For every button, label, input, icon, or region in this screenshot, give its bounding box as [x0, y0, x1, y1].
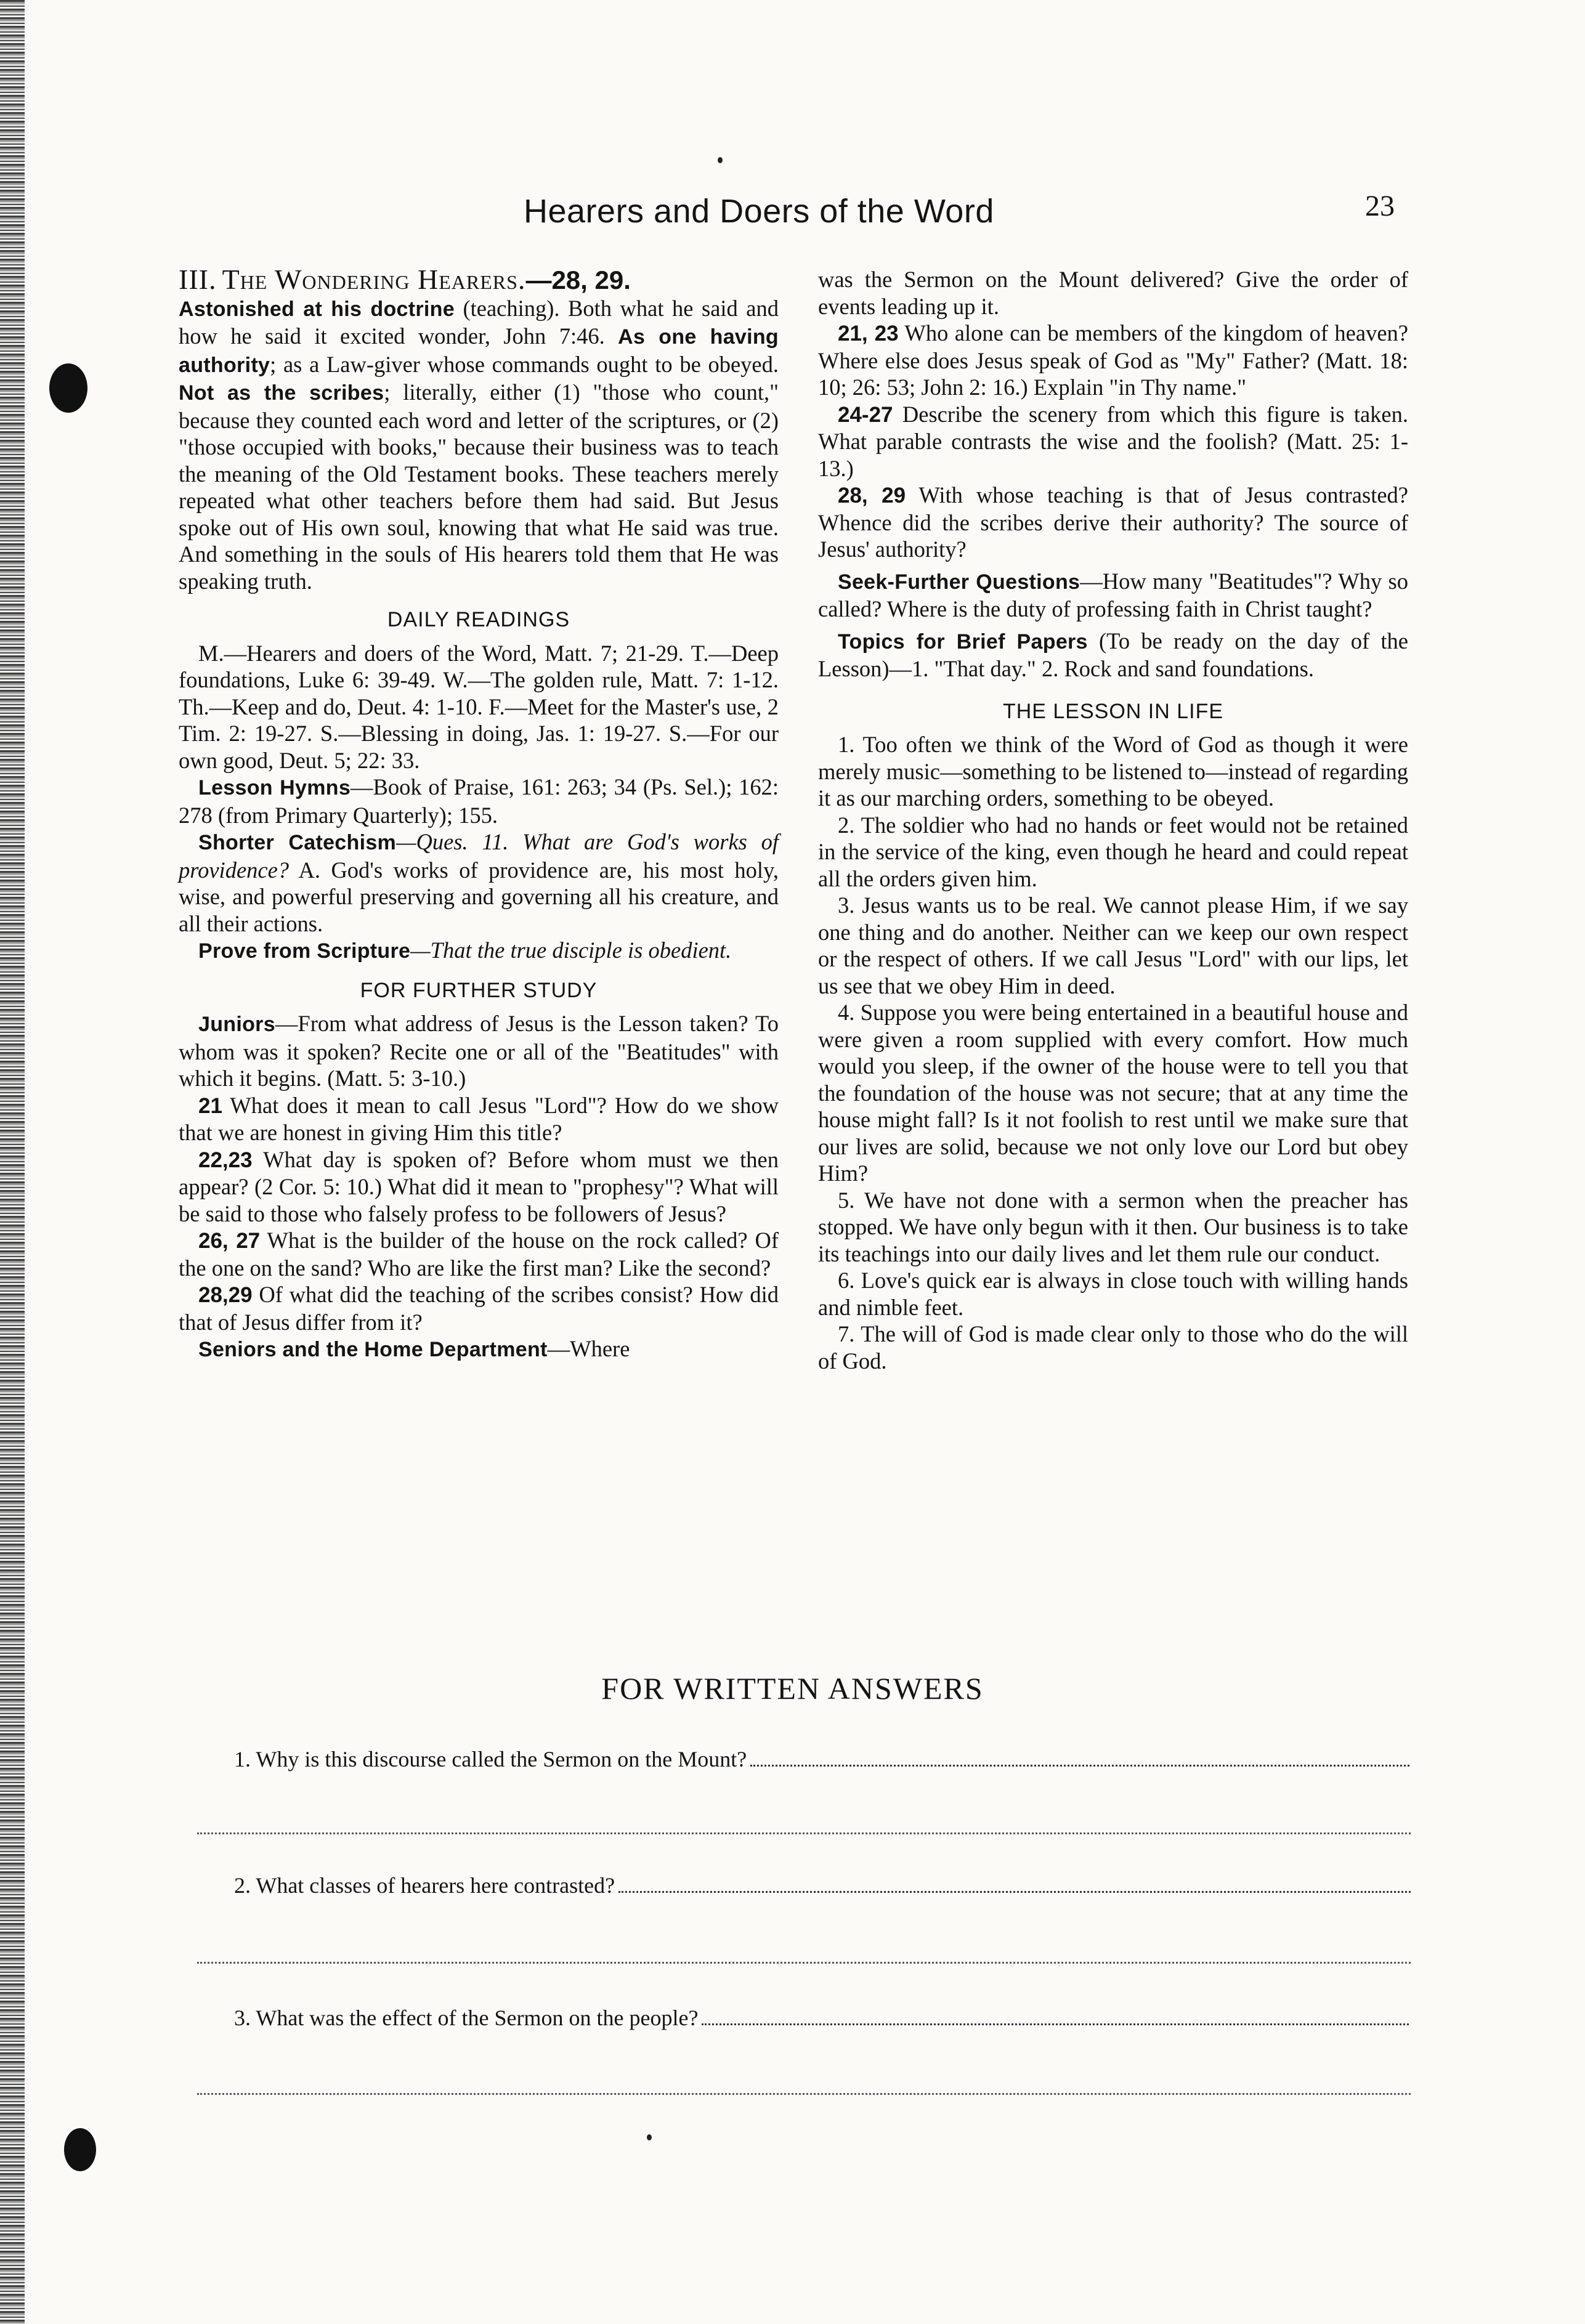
written-answers-heading: FOR WRITTEN ANSWERS — [601, 1671, 984, 1706]
topics-brief-papers: Topics for Brief Papers (To be ready on the day of the Lesson)—1. "That day." 2. Rock and sand foundations. — [818, 628, 1408, 681]
question-28-29: 28,29 Of what did the teaching of the scribes consist? How did that of Jesus differ from it? — [179, 1282, 779, 1335]
punch-hole-bottom — [64, 2128, 96, 2171]
lesson-point-1: 1. Too often we think of the Word of God as though it were merely music—something to be listened to—instead of regarding it as our marching orders, something to be obeyed. — [818, 732, 1408, 811]
question-r28-29: 28, 29 With whose teaching is that of Jesus contrasted? Whence did the scribes derive their authority? The source of Jesus' authority? — [818, 482, 1408, 562]
section-commentary: Astonished at his doctrine (teaching). Both what he said and how he said it excited wonder, John 7:46. As one having authority; as a Law-giver whose commands ought to be obeyed. Not as the scribes; literally, either (1) "those who count," because they counted each word and letter of the scriptures, or (2) "those occupied with books," because their business was to teach the meaning of the Old Testament books. These teachers merely repeated what other teachers before them had said. But Jesus spoke out of His own soul, knowing that what He said was true. And something in the souls of His hearers told them that He was speaking truth. — [179, 295, 779, 594]
question-21: 21 What does it mean to call Jesus "Lord"? How do we show that we are honest in giving Him this title? — [179, 1092, 779, 1145]
written-question-2: 2. What classes of hearers here contrasted? — [234, 1873, 1411, 1898]
page-binding-edge — [0, 0, 25, 2324]
prove-from-scripture: Prove from Scripture—That the true disciple is obedient. — [198, 937, 732, 963]
answer-line[interactable] — [618, 1876, 1411, 1893]
question-26-27: 26, 27 What is the builder of the house on the rock called? Of the one on the sand? Who are like the first man? Like the second? — [179, 1228, 779, 1281]
lesson-point-2: 2. The soldier who had no hands or feet would not be retained in the service of the king, even though he heard and could repeat all the orders given him. — [818, 812, 1408, 891]
lesson-point-4: 4. Suppose you were being entertained in a beautiful house and were given a room supplied with every comfort. How much would you sleep, if the owner of the house were to tell you that the foundation of the house was not secure; that at any time the house might fall? Is it not foolish to rest until we make sure that our lives are solid, because we not only love our Lord but obey Him? — [818, 1000, 1408, 1186]
answer-line[interactable] — [197, 1832, 1411, 1834]
further-study-heading: FOR FURTHER STUDY — [360, 978, 598, 1002]
lesson-point-5: 5. We have not done with a sermon when the preacher has stopped. We have only begun with it then. Our business is to take its teachings into our daily lives and let them rule our conduct. — [818, 1187, 1408, 1266]
section-heading: III. The Wondering Hearers.—28, 29. — [179, 264, 631, 295]
seek-further-questions: Seek-Further Questions—How many "Beatitudes"? Why so called? Where is the duty of professing faith in Christ taught? — [818, 568, 1408, 621]
page-number: 23 — [1365, 190, 1395, 222]
answer-line[interactable] — [702, 2009, 1411, 2025]
lesson-point-6: 6. Love's quick ear is always in close touch with willing hands and nimble feet. — [818, 1268, 1408, 1320]
daily-readings-text: M.—Hearers and doers of the Word, Matt. 7; 21-29. T.—Deep foundations, Luke 6: 39-49. W.—The golden rule, Matt. 7: 1-12. Th.—Keep and do, Deut. 4: 1-10. F.—Meet for the Master's use, 2 Tim. 2: 19-27. S.—Blessing in doing, Jas. 1: 19-27. S.—For our own good, Deut. 5; 22: 33. — [179, 640, 779, 773]
answer-line[interactable] — [197, 1962, 1411, 1964]
lesson-point-7: 7. The will of God is made clear only to those who do the will of God. — [818, 1321, 1408, 1374]
ink-speck — [647, 2134, 652, 2140]
question-r24-27: 24-27 Describe the scenery from which this figure is taken. What parable contrasts the wise and the foolish? (Matt. 25: 1-13.) — [818, 401, 1408, 481]
question-r21-23: 21, 23 Who alone can be members of the kingdom of heaven? Where else does Jesus speak of God as "My" Father? (Matt. 18: 10; 26: 53; John 2: 16.) Explain "in Thy name." — [818, 320, 1408, 400]
shorter-catechism: Shorter Catechism—Ques. 11. What are God's works of providence? A. God's works of providence are, his most holy, wise, and powerful preserving and governing all his creature, and all their actions. — [179, 829, 779, 936]
written-question-3: 3. What was the effect of the Sermon on the people? — [234, 2005, 1411, 2031]
lesson-in-life-heading: THE LESSON IN LIFE — [1002, 699, 1224, 723]
lesson-point-3: 3. Jesus wants us to be real. We cannot please Him, if we say one thing and do another. Neither can we keep our own respect or the respect of others. If we call Jesus "Lord" with our lips, let us see that we obey Him in deed. — [818, 893, 1408, 998]
seniors-continued: was the Sermon on the Mount delivered? Give the order of events leading up it. — [818, 267, 1408, 319]
answer-line[interactable] — [750, 1750, 1411, 1767]
right-column — [818, 266, 1408, 1374]
daily-readings-heading: DAILY READINGS — [387, 608, 570, 631]
punch-hole-top — [49, 363, 87, 413]
lesson-hymns: Lesson Hymns—Book of Praise, 161: 263; 34 (Ps. Sel.); 162: 278 (from Primary Quarterly); 155. — [179, 774, 779, 828]
question-22-23: 22,23 What day is spoken of? Before whom must we then appear? (2 Cor. 5: 10.) What did it mean to "prophesy"? What will be said to those who falsely profess to be followers of Jesus? — [179, 1146, 779, 1226]
seniors-questions: Seniors and the Home Department—Where — [198, 1336, 630, 1361]
ink-speck — [718, 157, 723, 163]
juniors-questions: Juniors—From what address of Jesus is the Lesson taken? To whom was it spoken? Recite one or all of the "Beatitudes" with which it begins. (Matt. 5: 3-10.) — [179, 1011, 779, 1091]
answer-line[interactable] — [197, 2093, 1411, 2095]
left-column — [179, 266, 779, 1364]
written-question-1: 1. Why is this discourse called the Sermon on the Mount? — [234, 1746, 1411, 1772]
running-head: Hearers and Doers of the Word — [524, 193, 994, 230]
